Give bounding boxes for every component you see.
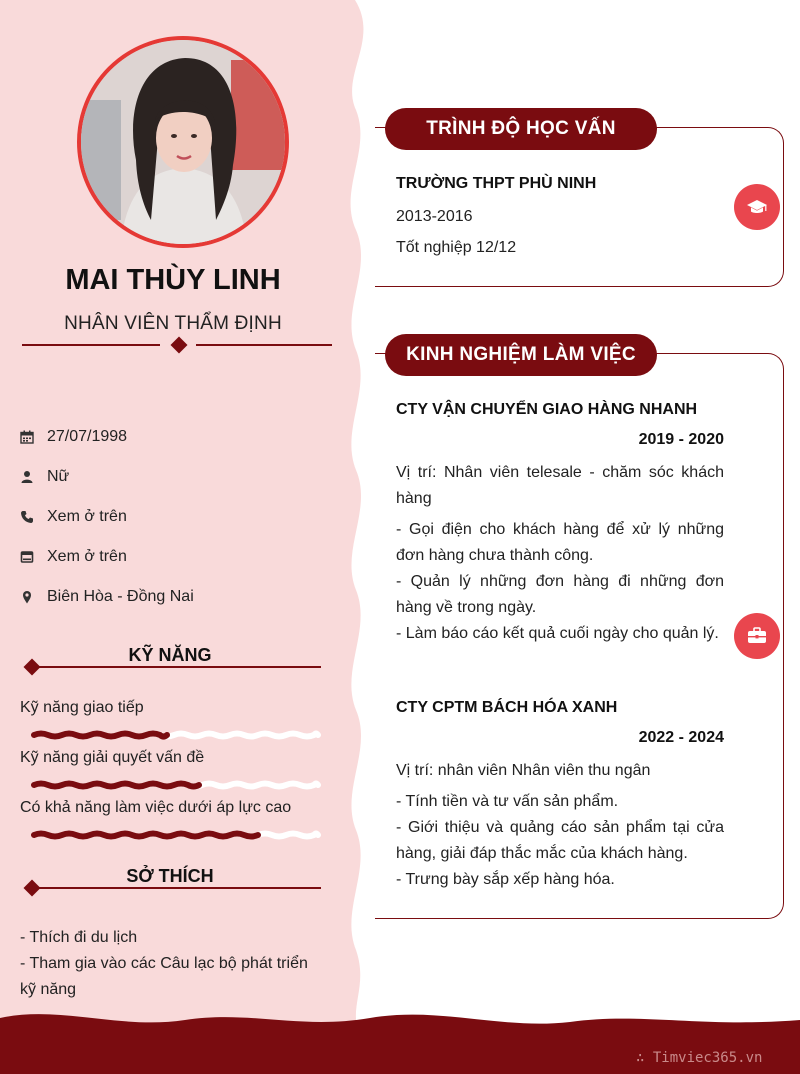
job-position: Vị trí: nhân viên Nhân viên thu ngân (396, 762, 651, 779)
skill-bar (34, 779, 322, 791)
info-gender (20, 466, 69, 488)
user-icon (20, 470, 34, 484)
job-task: - Gọi điện cho khách hàng để xử lý những đơn hàng chưa thành công. (396, 521, 724, 564)
skill-label: Kỹ năng giải quyết vấn đề (20, 749, 205, 766)
skills-title-line (32, 666, 321, 668)
info-email-text: Xem ở trên (47, 548, 127, 565)
info-email (20, 546, 127, 568)
education-period: 2013-2016 (396, 208, 473, 225)
avatar (77, 36, 289, 248)
briefcase-icon (734, 613, 780, 659)
skill-fill (34, 734, 167, 737)
hobbies-title: SỞ THÍCH (126, 866, 214, 886)
location-icon (20, 590, 34, 604)
name-divider-diamond (171, 337, 188, 354)
phone-icon (20, 510, 34, 524)
info-phone (20, 506, 127, 528)
info-location (20, 586, 194, 608)
job-task: - Tính tiền và tư vấn sản phẩm. (396, 793, 619, 810)
info-birthdate (20, 426, 127, 448)
skills-title: KỸ NĂNG (128, 645, 212, 665)
name-divider-right (196, 344, 332, 346)
experience-title: KINH NGHIỆM LÀM VIỆC (385, 334, 657, 376)
job-company: CTY VẬN CHUYỂN GIAO HÀNG NHANH (396, 401, 698, 418)
job-years: 2022 - 2024 (638, 729, 724, 746)
name-divider-left (22, 344, 160, 346)
hobby-item: - Tham gia vào các Câu lạc bộ phát triển kỹ năng (20, 955, 308, 998)
job-task: - Làm báo cáo kết quả cuối ngày cho quản lý. (396, 625, 719, 642)
job-company: CTY CPTM BÁCH HÓA XANH (396, 699, 618, 716)
skill-bar (34, 829, 322, 841)
skill-label: Có khả năng làm việc dưới áp lực cao (20, 799, 292, 816)
skill-fill (34, 784, 199, 787)
education-detail: Tốt nghiệp 12/12 (396, 239, 517, 256)
job-years: 2019 - 2020 (638, 431, 724, 448)
hobbies-title-line (32, 887, 321, 889)
job-task: - Giới thiệu và quảng cáo sản phẩm tại cửa hàng, giải đáp thắc mắc của khách hàng. (396, 819, 724, 862)
graduation-cap-icon (734, 184, 780, 230)
education-title: TRÌNH ĐỘ HỌC VẤN (385, 108, 657, 150)
email-icon (20, 550, 34, 564)
skill-bar (34, 729, 322, 741)
education-school: TRƯỜNG THPT PHÙ NINH (396, 175, 597, 192)
info-location-text: Biên Hòa - Đồng Nai (47, 588, 194, 605)
sidebar (0, 0, 360, 1020)
skill-label: Kỹ năng giao tiếp (20, 699, 144, 716)
job-task: - Quản lý những đơn hàng đi những đơn hàng về trong ngày. (396, 573, 724, 616)
info-gender-text: Nữ (47, 468, 70, 485)
profile-name: MAI THÙY LINH (65, 264, 281, 296)
skill-fill (34, 834, 258, 837)
avatar-photo (81, 40, 285, 244)
info-phone-text: Xem ở trên (47, 508, 127, 525)
profile-role: NHÂN VIÊN THẨM ĐỊNH (64, 313, 282, 334)
job-position: Vị trí: Nhân viên telesale - chăm sóc khách hàng (396, 464, 724, 507)
hobby-item: - Thích đi du lịch (20, 929, 138, 946)
watermark: ∴ Timviec365.vn (636, 1050, 763, 1066)
info-birthdate-text: 27/07/1998 (47, 428, 128, 445)
job-task: - Trưng bày sắp xếp hàng hóa. (396, 871, 615, 888)
calendar-icon (20, 430, 34, 444)
